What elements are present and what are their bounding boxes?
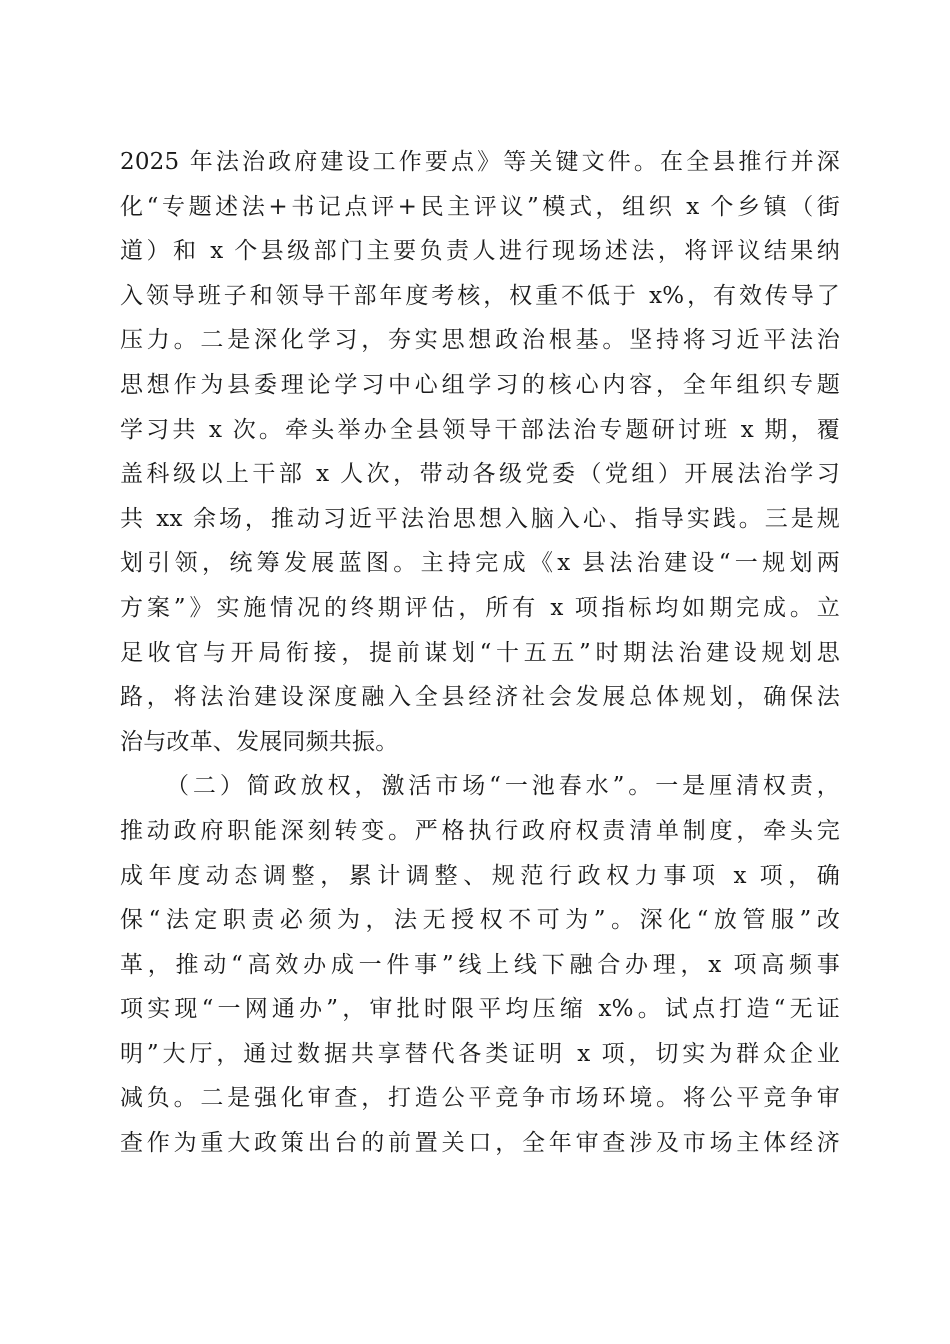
text-line: 明”大厅，通过数据共享替代各类证明 x 项，切实为群众企业 (120, 1040, 840, 1067)
text-line: 2025 年法治政府建设工作要点》等关键文件。在全县推行并深 (120, 149, 840, 175)
text-line: 项实现“一网通办”，审批时限平均压缩 x%。试点打造“无证 (120, 996, 840, 1023)
text-line: 学习共 x 次。牵头举办全县领导干部法治专题研讨班 x 期，覆 (120, 416, 840, 443)
text-line: 革，推动“高效办成一件事”线上线下融合办理，x 项高频事 (120, 951, 840, 978)
text-line: 足收官与开局衔接，提前谋划“十五五”时期法治建设规划思 (120, 639, 840, 666)
text-line: 思想作为县委理论学习中心组学习的核心内容，全年组织专题 (120, 371, 840, 398)
text-line: 划引领，统筹发展蓝图。主持完成《x 县法治建设“一规划两 (120, 550, 840, 577)
text-line: 减负。二是强化审查，打造公平竞争市场环境。将公平竞争审 (120, 1085, 840, 1112)
section-heading-line: （二）简政放权，激活市场“一池春水”。一是厘清权责， (166, 773, 840, 800)
text-line: 成年度动态调整，累计调整、规范行政权力事项 x 项，确 (120, 862, 840, 889)
text-line: 方案”》实施情况的终期评估，所有 x 项指标均如期完成。立 (120, 594, 840, 621)
text-line: 压力。二是深化学习，夯实思想政治根基。坚持将习近平法治 (120, 327, 840, 354)
text-line: 推动政府职能深刻转变。严格执行政府权责清单制度，牵头完 (120, 817, 840, 844)
text-line: 盖科级以上干部 x 人次，带动各级党委（党组）开展法治学习 (120, 461, 840, 488)
body-text (120, 140, 840, 1166)
text-line: 保“法定职责必须为，法无授权不可为”。深化“放管服”改 (120, 907, 840, 934)
text-line: 路，将法治建设深度融入全县经济社会发展总体规划，确保法 (120, 684, 840, 711)
text-line: 查作为重大政策出台的前置关口，全年审查涉及市场主体经济 (120, 1130, 840, 1157)
paragraph-end-line: 治与改革、发展同频共振。 (120, 728, 399, 755)
text-line: 入领导班子和领导干部年度考核，权重不低于 x%，有效传导了 (120, 282, 840, 309)
text-line: 化“专题述法+书记点评+民主评议”模式，组织 x 个乡镇（街 (120, 193, 840, 220)
text-line: 共 xx 余场，推动习近平法治思想入脑入心、指导实践。三是规 (120, 505, 840, 532)
text-line: 道）和 x 个县级部门主要负责人进行现场述法，将评议结果纳 (120, 238, 840, 265)
